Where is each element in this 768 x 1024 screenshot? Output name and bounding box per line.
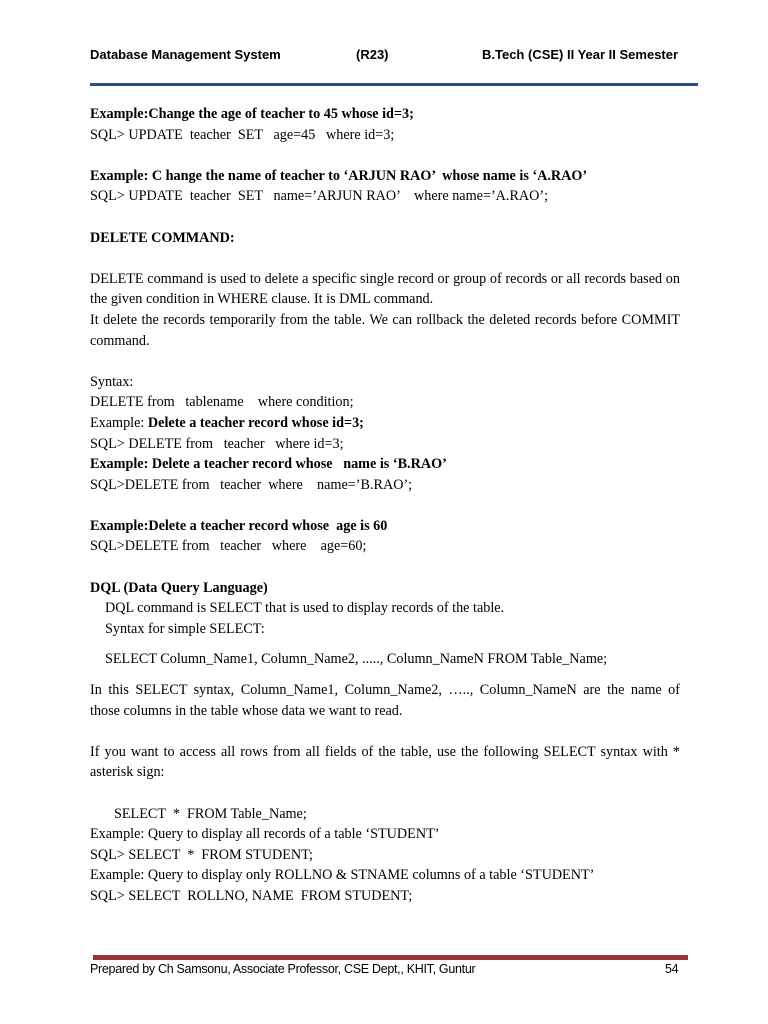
delete-rollback-note: It delete the records temporarily from the table. We can rollback the deleted records before COMMIT command. — [90, 311, 680, 349]
example-update-age-sql: SQL> UPDATE teacher SET age=45 where id=3; — [90, 126, 395, 143]
delete-command-heading: DELETE COMMAND: — [90, 229, 235, 246]
page-body — [90, 104, 680, 907]
example-prefix: Example: — [90, 414, 148, 431]
header-divider — [90, 83, 698, 86]
example-delete-age-sql: SQL>DELETE from teacher where age=60; — [90, 538, 367, 555]
example-delete-name-sql: SQL>DELETE from teacher where name=’B.RAO’; — [90, 476, 413, 493]
example-update-age-title: Example:Change the age of teacher to 45 whose id=3; — [90, 106, 414, 122]
select-syntax-description: In this SELECT syntax, Column_Name1, Column_Name2, ….., Column_NameN are the name of those columns in the table whose data we want to read. — [90, 682, 680, 719]
footer-credit: Prepared by Ch Samsonu, Associate Professor, CSE Dept,, KHIT, Guntur — [90, 962, 476, 976]
example-delete-id-sql: SQL> DELETE from teacher where id=3; — [90, 435, 344, 452]
example-select-columns-title: Example: Query to display only ROLLNO & STNAME columns of a table ‘STUDENT’ — [90, 867, 595, 884]
select-syntax: SELECT Column_Name1, Column_Name2, ....., Column_NameN FROM Table_Name; — [105, 651, 608, 668]
header-course-title: Database Management System — [90, 47, 281, 62]
example-delete-age-title: Example:Delete a teacher record whose age is 60 — [90, 517, 388, 534]
header-semester: B.Tech (CSE) II Year II Semester — [482, 47, 679, 62]
example-update-name-sql: SQL> UPDATE teacher SET name=’ARJUN RAO’ where name=’A.RAO’; — [90, 188, 549, 205]
page-number: 54 — [665, 962, 679, 976]
example-select-all-sql: SQL> SELECT * FROM STUDENT; — [90, 846, 313, 863]
example-delete-id — [90, 413, 680, 434]
select-all-description: If you want to access all rows from all fields of the table, use the following SELECT syntax with * asterisk sign: — [90, 743, 680, 781]
delete-description: DELETE command is used to delete a specific single record or group of records or all records based on the given condition in WHERE clause. It is DML command. — [90, 270, 680, 308]
syntax-label: Syntax: — [90, 373, 134, 390]
select-all-syntax: SELECT * FROM Table_Name; — [114, 805, 307, 822]
example-select-all-title: Example: Query to display all records of a table ‘STUDENT’ — [90, 826, 440, 843]
dql-description: DQL command is SELECT that is used to display records of the table. — [105, 600, 505, 617]
delete-syntax: DELETE from tablename where condition; — [90, 394, 354, 411]
footer-divider — [93, 955, 688, 960]
header-regulation: (R23) — [356, 47, 389, 62]
example-update-name-title: Example: C hange the name of teacher to ‘ARJUN RAO’ whose name is ‘A.RAO’ — [90, 167, 588, 184]
example-select-columns-sql: SQL> SELECT ROLLNO, NAME FROM STUDENT; — [90, 887, 413, 904]
dql-syntax-label: Syntax for simple SELECT: — [105, 620, 265, 637]
example-delete-id-title: Delete a teacher record whose id=3; — [147, 414, 364, 431]
dql-heading: DQL (Data Query Language) — [90, 579, 268, 596]
example-delete-name-title: Example: Delete a teacher record whose name is ‘B.RAO’ — [90, 456, 447, 473]
